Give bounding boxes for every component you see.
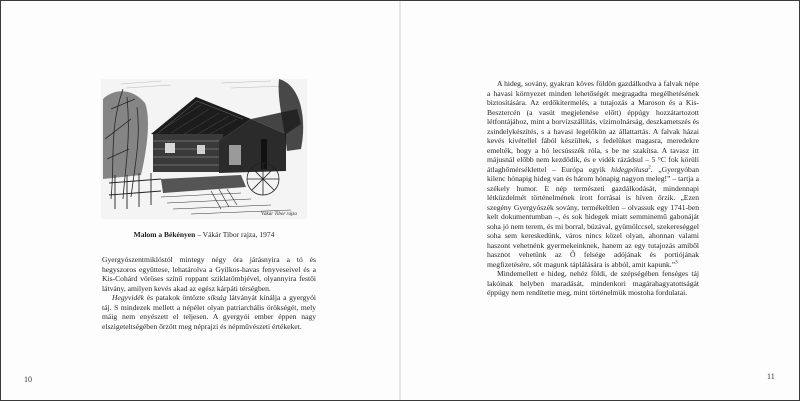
left-paragraph-2-part-a: és patakok öntözte xyxy=(144,293,208,302)
artist-signature: Vákár Tibor rajza xyxy=(261,212,297,217)
caption-credit: – Vákár Tibor rajza, 1974 xyxy=(195,230,275,239)
right-body-text xyxy=(487,79,699,298)
italic-hidegpolusa: hidegpólusa xyxy=(611,164,649,174)
figure-caption xyxy=(71,230,337,240)
caption-title: Malom a Békényen xyxy=(133,230,196,239)
left-paragraph-2 xyxy=(102,293,316,331)
italic-siksag: síkság xyxy=(207,293,227,302)
left-paragraph-2-part-b: látványát kínálja a gyergyói táj. S mindezek mellett a népélet olyan patriarchális örökségét, mely máig nem enyészett el teljesen. A gyergyói ember éppen nagy elszigeteltségében őrzött meg néprajzi és népművészeti értékeket. xyxy=(102,293,316,331)
right-paragraph-1 xyxy=(487,79,699,269)
right-paragraph-1-part-b: . „Gyergyóban kilenc hónapig hideg van és három hónapig nagyon meleg!” – tartja a székely humor. E nép természeti gazdálkodását, mindennapi létküzdelmét történelmének írott forrásai is híven őrzik. „Ezen szegény Gyergyószék sovány, termékeltlen – olvassuk egy 1741-ben kelt dokumentumban –, és sok hidegek miatt semminemű gabonáját soha jó nem terem, és mi borral, búzával, gyümölccsel, szekereséggel soha sem kereskedünk, város nincs közel olyan, ahonnan valami haszont vehetnénk gyermekeinknek, hanem az egy tutajozás amiből hasznot vehetünk az Ő felsége adójának és portiójának megfizetésére, sőt magunk táplálására is abból, amit kapunk.” xyxy=(487,164,699,269)
footnote-ref-2: 2 xyxy=(648,164,651,170)
right-page xyxy=(401,1,799,400)
left-page xyxy=(1,1,400,400)
mill-drawing xyxy=(101,79,307,219)
italic-hegyvidek: Hegyvidék xyxy=(112,293,145,302)
page-number-right: 11 xyxy=(767,372,775,381)
book-spread xyxy=(1,1,799,400)
footnote-ref-3: 3 xyxy=(675,259,678,265)
page-number-left: 10 xyxy=(24,375,32,384)
left-body-text xyxy=(102,255,316,331)
mill-illustration xyxy=(101,79,307,219)
right-paragraph-1-part-a: A hideg, sovány, gyakran köves földön gazdálkodva a falvak népe a havasi környezet minden lehetőségét megragadta megélhetésének biztosítására. Az erdőkitermelés, a tutajozás a Maroson és a Kis-Besztercén (a vasút megjelenése előtt) éppúgy hozzátartozott létfontájához, mint a borvízszállítás, vízimolnárság, deszkametszés és zsindelykészítés, s a havasi legelőkön az állattartás. A falvak házai kevés kivétellel fából készültek, s fedelüket magasra, meredekre emelték, hogy a hó lecsússzék róla, s be ne szakítsa. A tavasz itt májusnál előbb nem kezdődik, és e vidék rázádsul – 5 °C fok körüli átlaghőmérséklettel – Európa egyik xyxy=(487,79,699,174)
right-paragraph-2: Mindemellett e hideg, nehéz földi, de szépségében fenséges táj lakóinak helyben maradását, mindenkori magárahagyatottságát éppúgy nem rendítette meg, mint történelmük mostoha fordulatai. xyxy=(487,269,699,297)
left-paragraph-1: Gyergyószentmiklóstól mintegy négy óra járásnyira a tó és hegyszoros együttese, lehatárolva a Gyilkos-havas fenyveseivel és a Kis-Cohárd vöröses színű roppant sziklatömbjével, olyannyira festői látvány, amilyen kevés akad az egész kárpáti térségben. xyxy=(102,255,316,293)
